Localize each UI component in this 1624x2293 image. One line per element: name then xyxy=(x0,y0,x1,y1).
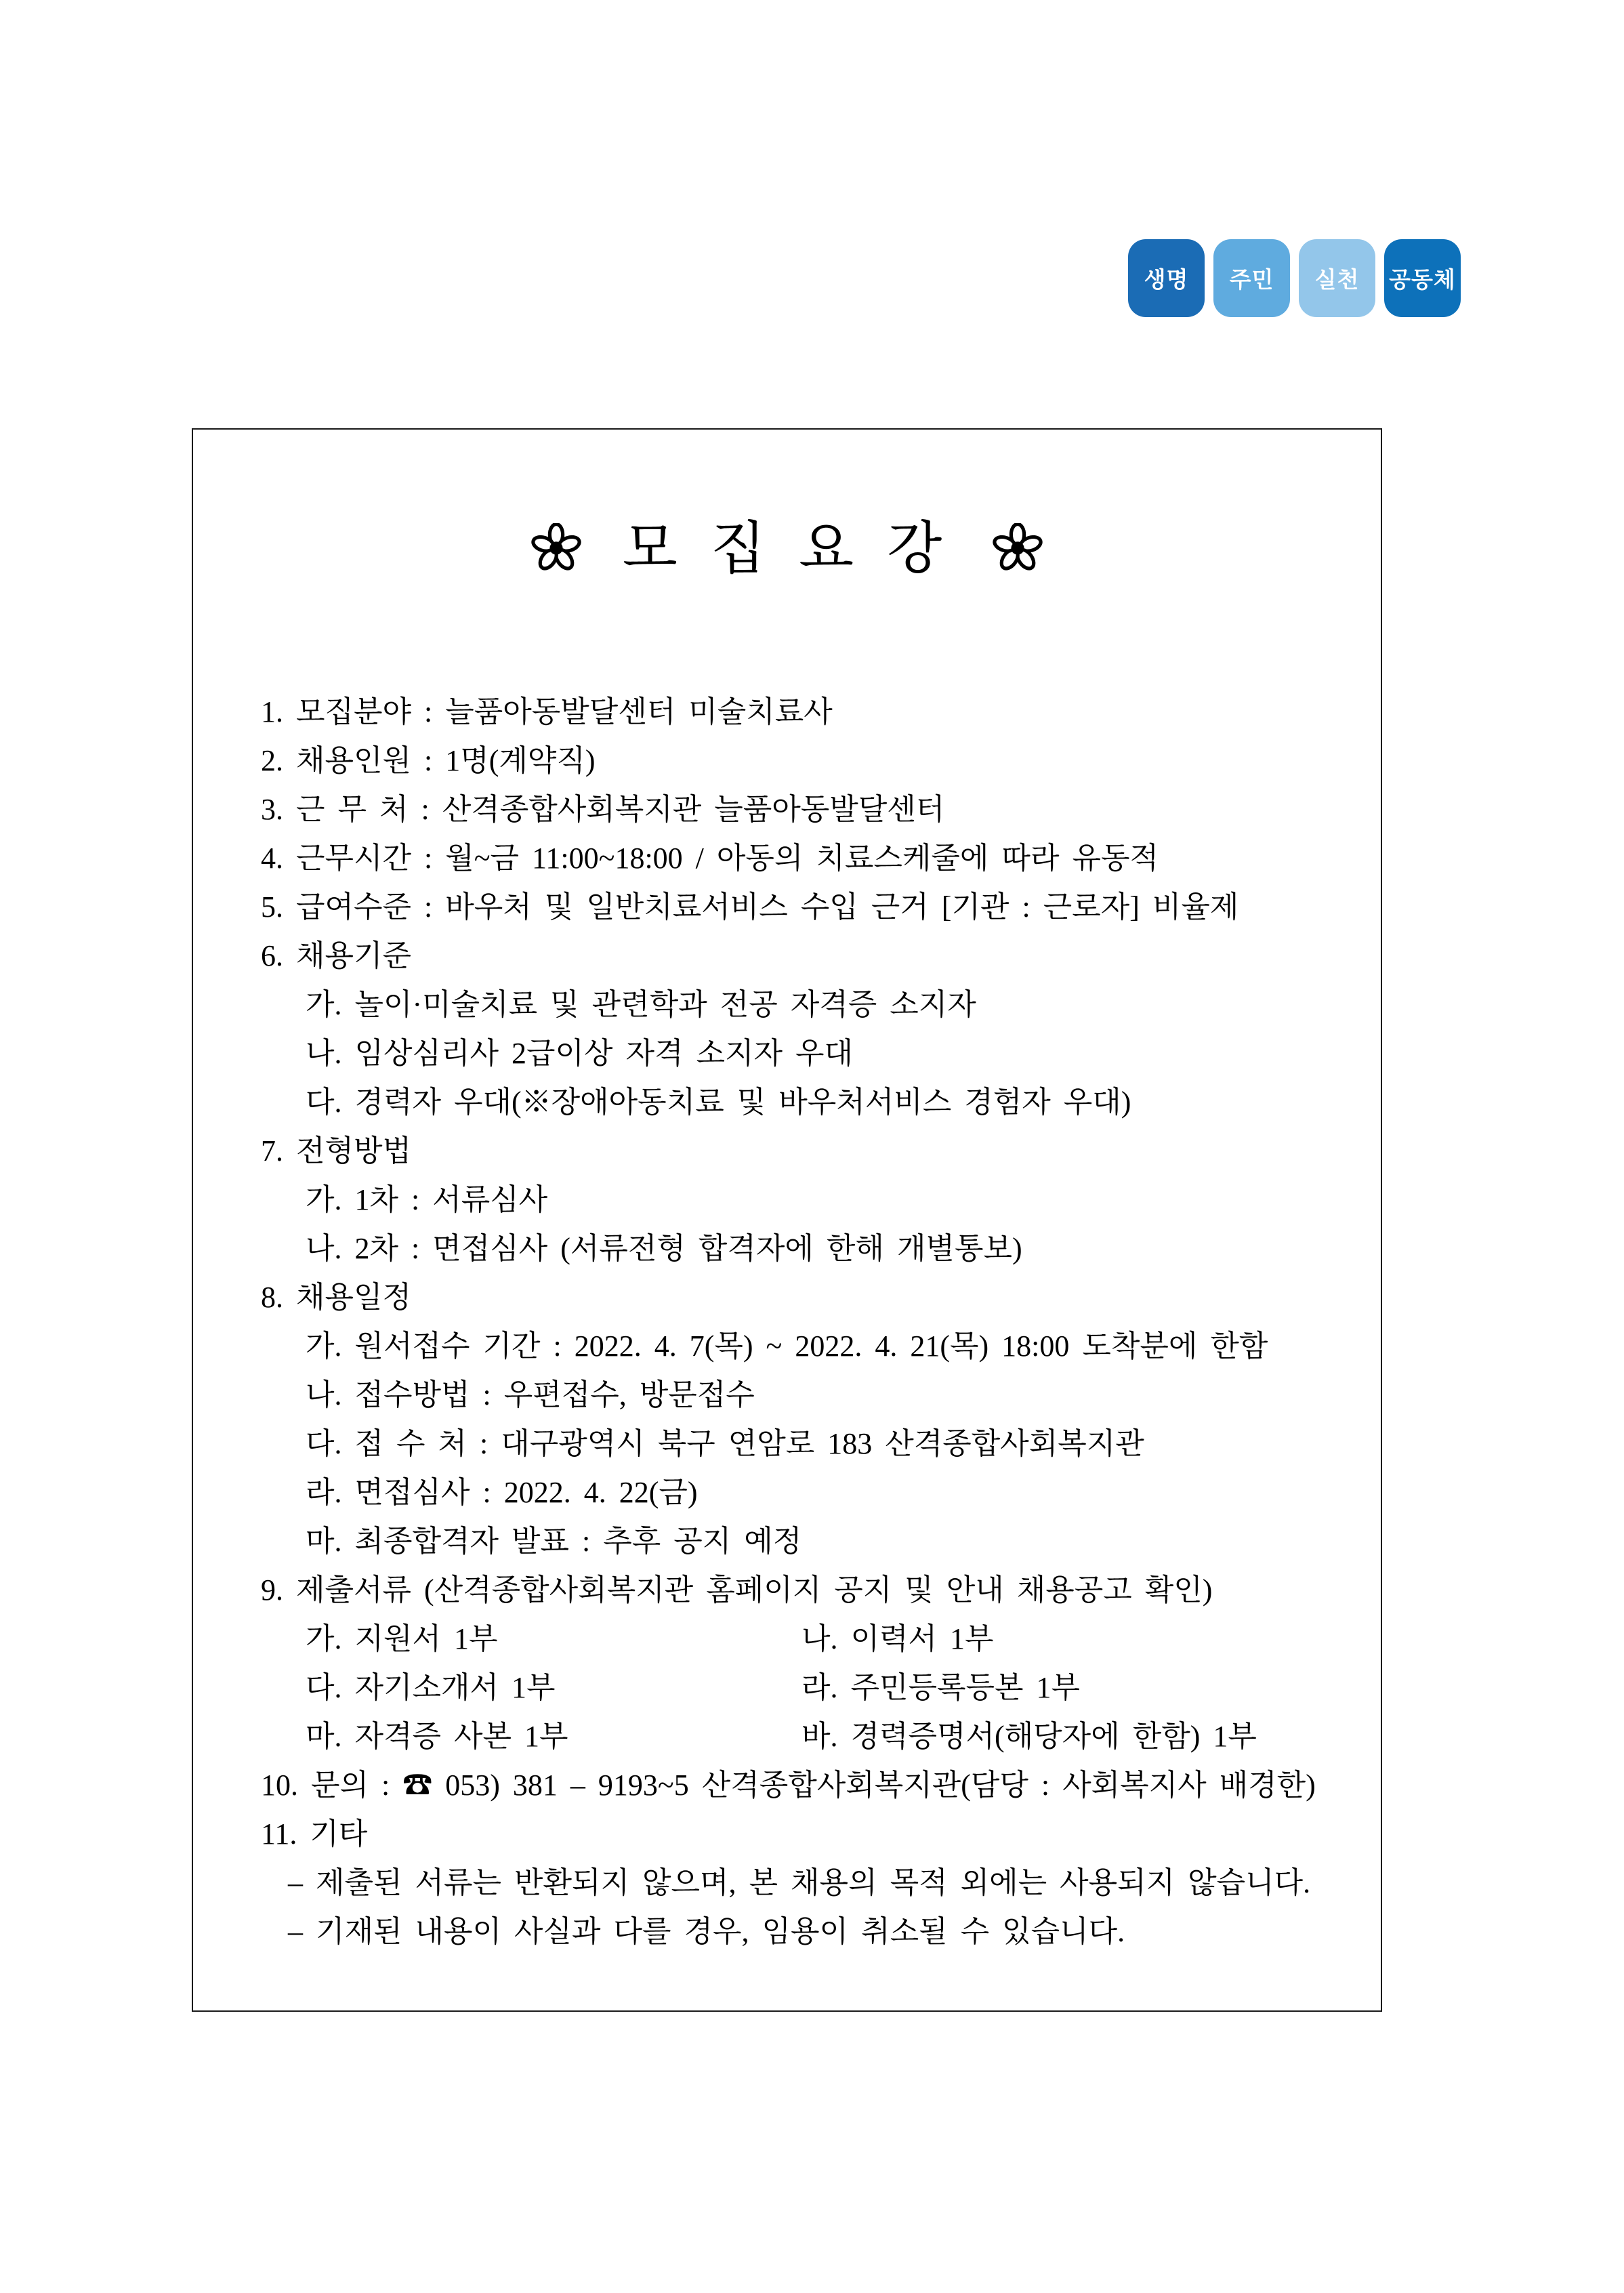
header-badge: 공동체 xyxy=(1384,239,1461,317)
doc-line-col1: 다. 자기소개서 1부 xyxy=(306,1671,556,1704)
doc-subline: 가. 원서접수 기간 : 2022. 4. 7(목) ~ 2022. 4. 21(목) 18:00 도착분에 한함 xyxy=(306,1329,1268,1363)
doc-line: 6. 채용기준 xyxy=(261,939,412,972)
page-title xyxy=(193,503,1381,587)
doc-line-col2: 바. 경력증명서(해당자에 한함) 1부 xyxy=(801,1720,1257,1753)
doc-line-twocol xyxy=(261,1664,1367,1712)
doc-subline: 나. 임상심리사 2급이상 자격 소지자 우대 xyxy=(306,1037,854,1070)
doc-line-twocol xyxy=(261,1712,1367,1761)
doc-line-col2: 나. 이력서 1부 xyxy=(801,1622,994,1655)
header-badge: 실천 xyxy=(1299,239,1375,317)
doc-line: 8. 채용일정 xyxy=(261,1281,412,1314)
document-border-box xyxy=(192,428,1382,2012)
doc-dashline: – 기재된 내용이 사실과 다를 경우, 임용이 취소될 수 있습니다. xyxy=(288,1915,1125,1948)
doc-subline: 가. 1차 : 서류심사 xyxy=(306,1183,548,1216)
document-body xyxy=(261,688,1367,1956)
doc-line: 10. 문의 : ☎ 053) 381 – 9193~5 산격종합사회복지관(담당 : 사회복지사 배경한) xyxy=(261,1769,1316,1802)
doc-subline: 마. 최종합격자 발표 : 추후 공지 예정 xyxy=(306,1525,802,1558)
doc-line: 2. 채용인원 : 1명(계약직) xyxy=(261,744,596,777)
doc-line: 5. 급여수준 : 바우처 및 일반치료서비스 수입 근거 [기관 : 근로자] 비율제 xyxy=(261,890,1239,924)
header-badge-row xyxy=(1128,239,1461,317)
doc-line-col1: 마. 자격증 사본 1부 xyxy=(306,1720,568,1753)
doc-subline: 다. 접 수 처 : 대구광역시 북구 연암로 183 산격종합사회복지관 xyxy=(306,1427,1144,1460)
header-badge: 주민 xyxy=(1213,239,1290,317)
doc-line: 7. 전형방법 xyxy=(261,1134,412,1168)
doc-line: 4. 근무시간 : 월~금 11:00~18:00 / 아동의 치료스케줄에 따라 유동적 xyxy=(261,842,1159,875)
doc-subline: 다. 경력자 우대(※장애아동치료 및 바우처서비스 경험자 우대) xyxy=(306,1086,1131,1119)
doc-line: 3. 근 무 처 : 산격종합사회복지관 늘품아동발달센터 xyxy=(261,793,945,826)
doc-subline: 나. 접수방법 : 우편접수, 방문접수 xyxy=(306,1378,755,1411)
doc-line: 1. 모집분야 : 늘품아동발달센터 미술치료사 xyxy=(261,695,833,728)
doc-line-col2: 라. 주민등록등본 1부 xyxy=(801,1671,1081,1704)
doc-line-twocol xyxy=(261,1615,1367,1664)
doc-line-col1: 가. 지원서 1부 xyxy=(306,1622,498,1655)
doc-subline: 나. 2차 : 면접심사 (서류전형 합격자에 한해 개별통보) xyxy=(306,1232,1022,1265)
header-badge: 생명 xyxy=(1128,239,1205,317)
doc-dashline: – 제출된 서류는 반환되지 않으며, 본 채용의 목적 외에는 사용되지 않습니다. xyxy=(288,1866,1311,1899)
doc-subline: 가. 놀이·미술치료 및 관련학과 전공 자격증 소지자 xyxy=(306,988,976,1021)
page-title-text: 모 집 요 강 xyxy=(622,518,952,581)
doc-line: 9. 제출서류 (산격종합사회복지관 홈페이지 공지 및 안내 채용공고 확인) xyxy=(261,1573,1213,1607)
doc-line: 11. 기타 xyxy=(261,1817,368,1851)
flower-icon xyxy=(531,522,581,587)
flower-icon xyxy=(993,522,1043,587)
doc-subline: 라. 면접심사 : 2022. 4. 22(금) xyxy=(306,1476,698,1509)
